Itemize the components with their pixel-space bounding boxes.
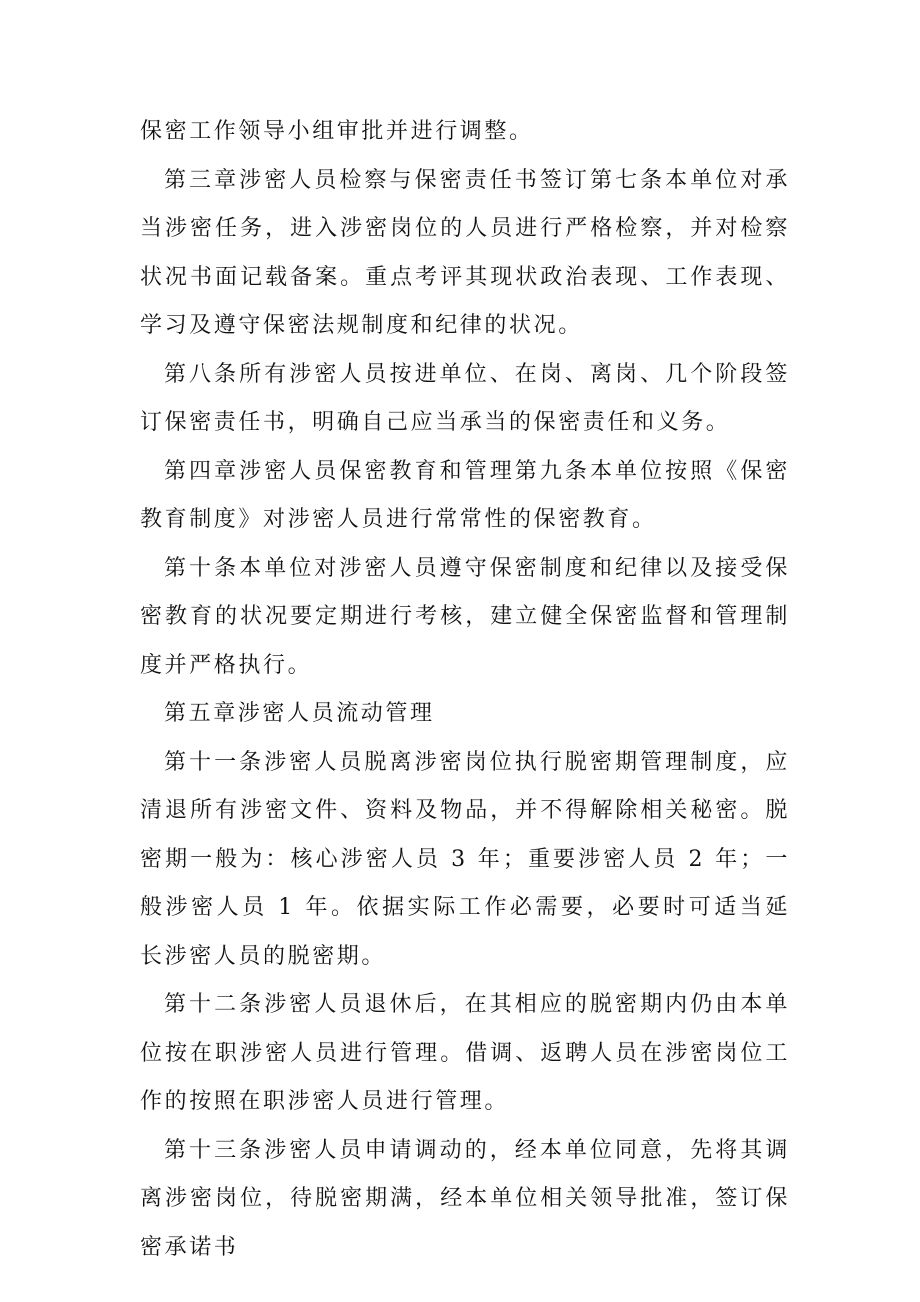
paragraph-2: 第三章涉密人员检察与保密责任书签订第七条本单位对承当涉密任务，进入涉密岗位的人员进行严格检察，并对检察状况书面记载备案。重点考评其现状政治表现、工作表现、学习及遵守保密法规制度和纪律的状况。 [140,167,790,338]
paragraph-7: 第十一条涉密人员脱离涉密岗位执行脱密期管理制度，应清退所有涉密文件、资料及物品，并不得解除相关秘密。脱密期一般为：核心涉密人员 3 年；重要涉密人员 2 年；一般涉密人员 1 年。依据实际工作必需要，必要时可适当延长涉密人员的脱密期。 [140,749,790,969]
chapter-heading: 第五章涉密人员流动管理 [164,701,435,726]
paragraph-8: 第十二条涉密人员退休后，在其相应的脱密期内仍由本单位按在职涉密人员进行管理。借调、返聘人员在涉密岗位工作的按照在职涉密人员进行管理。 [140,992,790,1114]
paragraph-3: 第八条所有涉密人员按进单位、在岗、离岗、几个阶段签订保密责任书，明确自己应当承当的保密责任和义务。 [140,361,790,435]
paragraph-1: 保密工作领导小组审批并进行调整。 [140,119,534,144]
paragraph-5: 第十条本单位对涉密人员遵守保密制度和纪律以及接受保密教育的状况要定期进行考核，建立健全保密监督和管理制度并严格执行。 [140,555,790,678]
document-body [140,108,790,1272]
paragraph-4: 第四章涉密人员保密教育和管理第九条本单位按照《保密教育制度》对涉密人员进行常常性的保密教育。 [140,458,790,532]
paragraph-9: 第十三条涉密人员申请调动的，经本单位同意，先将其调离涉密岗位，待脱密期满，经本单位相关领导批准，签订保密承诺书 [140,1137,790,1260]
